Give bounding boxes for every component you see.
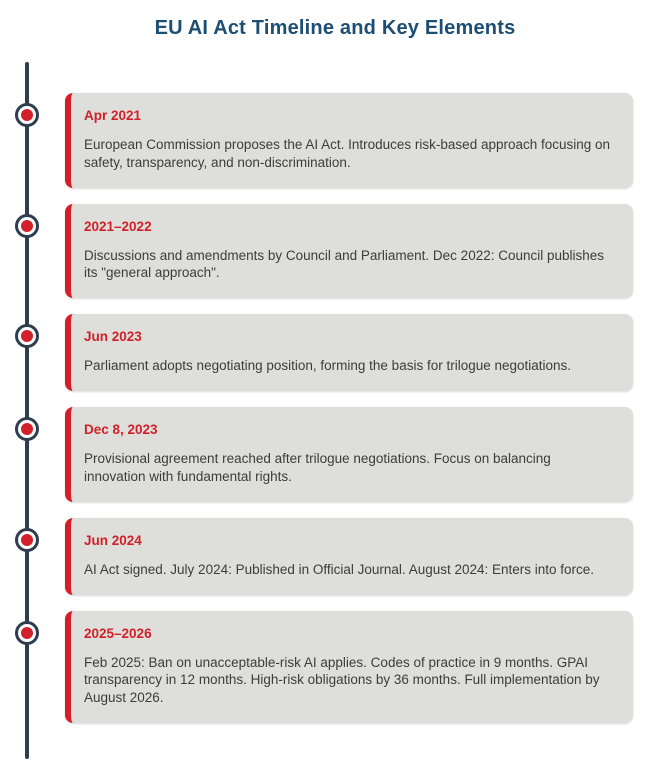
timeline-card <box>65 93 633 188</box>
timeline-description: Discussions and amendments by Council and Parliament. Dec 2022: Council publishes its "general approach". <box>84 247 605 281</box>
timeline-marker-dot-icon <box>21 627 33 639</box>
timeline-card <box>65 204 633 299</box>
timeline-item <box>65 407 633 502</box>
timeline-items <box>65 93 633 739</box>
timeline-date: Apr 2021 <box>84 108 142 123</box>
timeline-marker-icon <box>15 528 39 552</box>
timeline-item <box>65 611 633 723</box>
timeline-date: 2021–2022 <box>84 218 152 234</box>
timeline-card <box>65 314 633 391</box>
timeline-card <box>65 611 633 723</box>
timeline-marker-icon <box>15 103 39 127</box>
timeline-rail <box>25 62 29 759</box>
timeline-item <box>65 93 633 188</box>
timeline-item <box>65 518 633 595</box>
timeline-marker-icon <box>15 214 39 238</box>
timeline-description: European Commission proposes the AI Act. Introduces risk-based approach focusing on safety, transparency, and non-discrimination. <box>84 137 611 170</box>
timeline-description: AI Act signed. July 2024: Published in Official Journal. August 2024: Enters into force. <box>84 561 595 577</box>
timeline-marker-icon <box>15 621 39 645</box>
timeline-marker-dot-icon <box>21 220 33 232</box>
timeline-card <box>65 407 633 502</box>
timeline-date: Jun 2024 <box>84 532 142 548</box>
timeline-marker-dot-icon <box>21 534 33 546</box>
timeline-card <box>65 518 633 595</box>
timeline-date: Jun 2023 <box>84 329 142 345</box>
timeline-item <box>65 314 633 391</box>
timeline-description: Feb 2025: Ban on unacceptable-risk AI applies. Codes of practice in 9 months. GPAI transparency in 12 months. High-risk obligations by 36 months. Full implementation by August 2026. <box>84 654 600 706</box>
timeline-marker-dot-icon <box>21 330 33 342</box>
timeline-marker-icon <box>15 324 39 348</box>
timeline-marker-icon <box>15 417 39 441</box>
timeline-date: 2025–2026 <box>84 625 152 641</box>
timeline-marker-dot-icon <box>21 423 33 435</box>
timeline-description: Provisional agreement reached after trilogue negotiations. Focus on balancing innovation with fundamental rights. <box>84 451 551 484</box>
timeline-description: Parliament adopts negotiating position, forming the basis for trilogue negotiations. <box>84 358 572 374</box>
page-title: EU AI Act Timeline and Key Elements <box>154 17 516 39</box>
timeline-marker-dot-icon <box>21 109 33 121</box>
timeline-date: Dec 8, 2023 <box>84 422 158 438</box>
timeline-item <box>65 204 633 299</box>
